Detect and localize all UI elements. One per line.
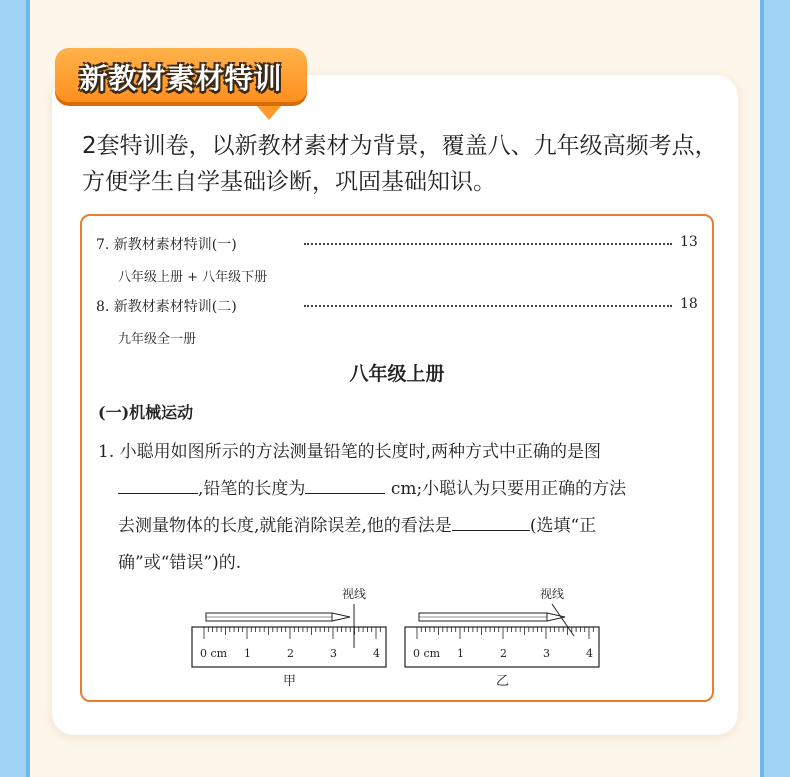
pencil-tip: [332, 613, 350, 621]
question-line: 1. 小聪用如图所示的方法测量铅笔的长度时,两种方式中正确的是图: [98, 442, 602, 462]
figure-jia: [192, 586, 386, 689]
ruler-tick-label: 1: [457, 647, 464, 660]
subsection-title: (一)机械运动: [98, 403, 194, 422]
ruler-tick-label: 2: [500, 647, 507, 660]
ruler-tick-label: 3: [543, 647, 550, 660]
ruler-tick-label: 2: [287, 647, 294, 660]
left-border-strip: [0, 0, 30, 777]
right-border-strip: [760, 0, 790, 777]
ruler-tick-label: 4: [373, 647, 380, 660]
ruler-tick-label: 3: [330, 647, 337, 660]
intro-text: 2套特训卷，以新教材素材为背景，覆盖八、九年级高频考点，方便学生自学基础诊断，巩固基础知识。: [82, 133, 718, 195]
title-badge: [55, 48, 307, 102]
badge-title: 新教材素材特训: [79, 62, 283, 95]
ruler-unit-label: 0 cm: [200, 647, 228, 660]
toc-title: 8. 新教材素材特训(二): [96, 299, 237, 315]
question-line: 确”或“错误”)的.: [118, 553, 242, 573]
toc-sub-1: 八年级上册 + 八年级下册: [118, 270, 268, 285]
ruler-tick-label: 1: [244, 647, 251, 660]
ruler-tick-label: 4: [586, 647, 593, 660]
figure-caption: 乙: [496, 674, 510, 689]
worksheet-panel: [80, 214, 714, 702]
section-title: 八年级上册: [349, 363, 445, 385]
figure-yi: [405, 586, 599, 689]
question-line: 去测量物体的长度,就能消除误差,他的看法是 (选填“正: [98, 508, 698, 545]
question-line: ,铅笔的长度为 cm;小聪认为只要用正确的方法: [98, 471, 698, 508]
toc-title: 7. 新教材素材特训(一): [96, 237, 237, 253]
toc-page: 13: [680, 234, 698, 250]
sight-label: 视线: [540, 587, 565, 601]
sight-label: 视线: [342, 587, 367, 601]
toc-page: 18: [680, 296, 698, 312]
ruler-figures: [82, 216, 712, 700]
figure-caption: 甲: [283, 674, 297, 689]
toc-sub-2: 九年级全一册: [118, 332, 197, 347]
ruler-unit-label: 0 cm: [413, 647, 441, 660]
